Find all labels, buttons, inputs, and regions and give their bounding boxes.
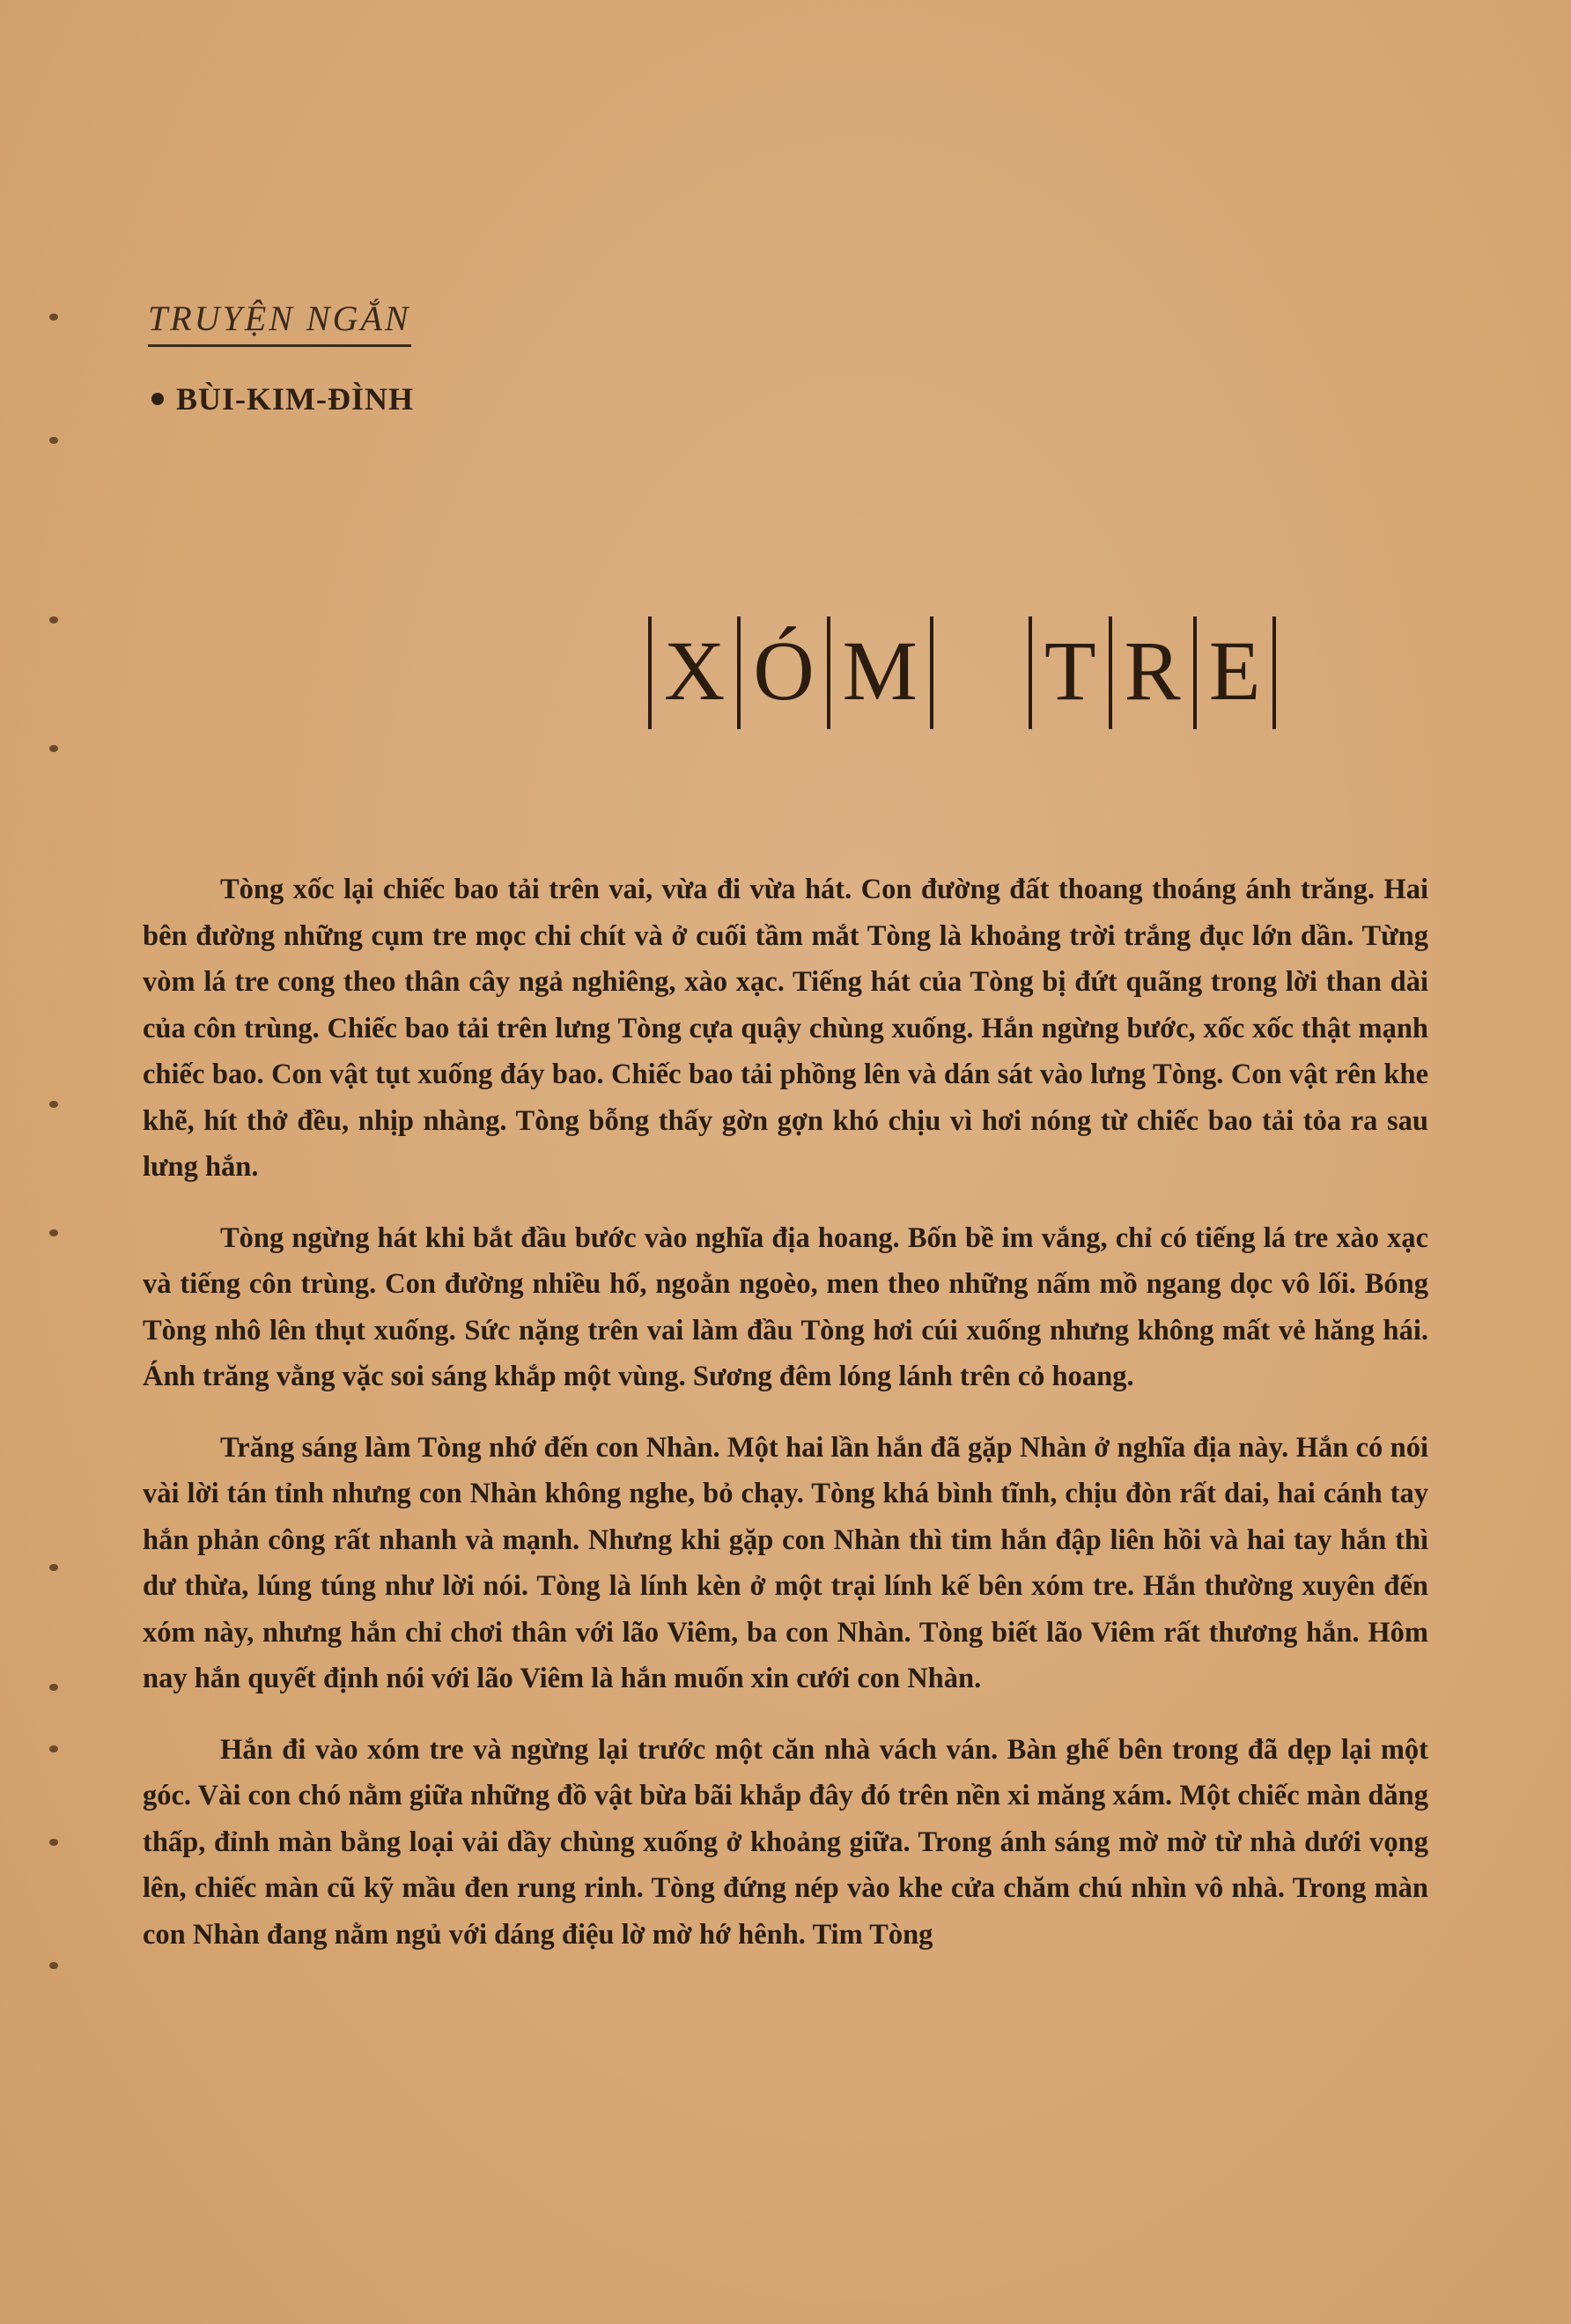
- title-letter: M: [827, 616, 930, 729]
- paragraph: Trăng sáng làm Tòng nhớ đến con Nhàn. Một hai lần hắn đã gặp Nhàn ở nghĩa địa này. Hắn có nói vài lời tán tỉnh nhưng con Nhàn không nghe, bỏ chạy. Tòng khá bình tĩnh, chịu đòn rất dai, hai cánh tay hắn phản công rất nhanh và mạnh. Nhưng khi gặp con Nhàn thì tim hắn đập liên hồi và hai tay hắn thì dư thừa, lúng túng như lời nói. Tòng là lính kèn ở một trại lính kế bên xóm tre. Hắn thường xuyên đến xóm này, nhưng hắn chỉ chơi thân với lão Viêm, ba con Nhàn. Tòng biết lão Viêm rất thương hắn. Hôm nay hắn quyết định nói với lão Viêm là hắn muốn xin cưới con Nhàn.: [143, 1431, 1428, 1694]
- paragraph: Tòng ngừng hát khi bắt đầu bước vào nghĩa địa hoang. Bốn bề im vắng, chỉ có tiếng lá tre xào xạc và tiếng côn trùng. Con đường nhiều hố, ngoằn ngoèo, men theo những nấm mồ ngang dọc vô lối. Bóng Tòng nhô lên thụt xuống. Sức nặng trên vai làm đầu Tòng hơi cúi xuống nhưng không mất vẻ hăng hái. Ánh trăng vằng vặc soi sáng khắp một vùng. Sương đêm lóng lánh trên cỏ hoang.: [143, 1221, 1428, 1392]
- author-line: [151, 380, 414, 417]
- title-letter: T: [1029, 616, 1109, 729]
- bullet-icon: [151, 393, 164, 405]
- paragraph: Tòng xốc lại chiếc bao tải trên vai, vừa đi vừa hát. Con đường đất thoang thoáng ánh trăng. Hai bên đường những cụm tre mọc chi chít và ở cuối tầm mắt Tòng là khoảng trời trắng đục lớn dần. Từng vòm lá tre cong theo thân cây ngả nghiêng, xào xạc. Tiếng hát của Tòng bị đứt quãng trong lời than dài của côn trùng. Chiếc bao tải trên lưng Tòng cựa quậy chùng xuống. Hắn ngừng bước, xốc xốc thật mạnh chiếc bao. Con vật tụt xuống đáy bao. Chiếc bao tải phồng lên và dán sát vào lưng Tòng. Con vật rên khe khẽ, hít thở đều, nhịp nhàng. Tòng bỗng thấy gờn gợn khó chịu vì hơi nóng từ chiếc bao tải tỏa ra sau lưng hắn.: [143, 874, 1428, 1183]
- paragraph: Hắn đi vào xóm tre và ngừng lại trước một căn nhà vách ván. Bàn ghế bên trong đã dẹp lại một góc. Vài con chó nằm giữa những đồ vật bừa bãi khắp đây đó trên nền xi măng xám. Một chiếc màn dăng thấp, đỉnh màn bằng loại vải dầy chùng xuống ở khoảng giữa. Trong ánh sáng mờ mờ từ nhà dưới vọng lên, chiếc màn cũ kỹ mầu đen rung rinh. Tòng đứng nép vào khe cửa chăm chú nhìn vô nhà. Trong màn con Nhàn đang nằm ngủ với dáng điệu lờ mờ hớ hênh. Tim Tòng: [143, 1733, 1428, 1951]
- story-title: [648, 616, 1276, 729]
- title-letter: X: [648, 616, 737, 729]
- story-body: [143, 867, 1428, 1982]
- section-label: TRUYỆN NGẮN: [148, 298, 411, 347]
- author-name: BÙI-KIM-ĐÌNH: [176, 381, 414, 417]
- title-letter: R: [1109, 616, 1193, 729]
- title-word-2: [1029, 616, 1276, 729]
- title-letter: Ó: [737, 616, 826, 729]
- title-word-1: [648, 616, 933, 729]
- title-letter: E: [1193, 616, 1273, 729]
